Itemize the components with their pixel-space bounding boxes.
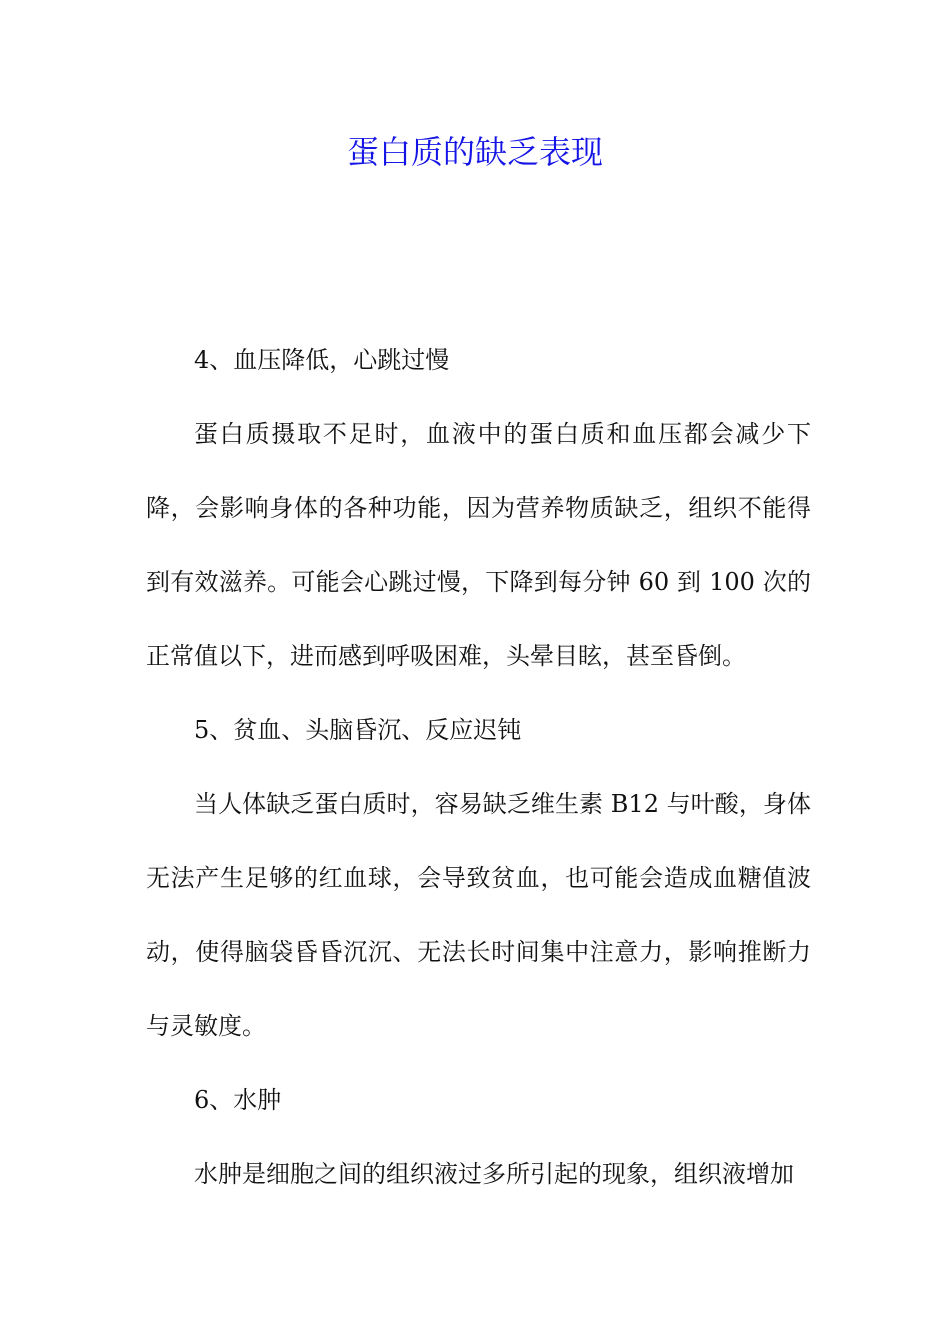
section-heading-4: 4、血压降低，心跳过慢 <box>194 346 450 374</box>
section-heading-5: 5、贫血、头脑昏沉、反应迟钝 <box>194 716 522 744</box>
section-heading-6: 6、水肿 <box>194 1086 282 1114</box>
document-title: 蛋白质的缺乏表现 <box>346 133 603 171</box>
paragraph-blood-pressure: 蛋白质摄取不足时，血液中的蛋白质和血压都会减少下降，会影响身体的各种功能，因为营养物质缺乏，组织不能得到有效滋养。可能会心跳过慢，下降到每分钟 60 到 100 次的正常值以下，进而感到呼吸困难，头晕目眩，甚至昏倒。 <box>146 420 811 670</box>
paragraph-anemia: 当人体缺乏蛋白质时，容易缺乏维生素 B12 与叶酸，身体无法产生足够的红血球，会导致贫血，也可能会造成血糖值波动，使得脑袋昏昏沉沉、无法长时间集中注意力，影响推断力与灵敏度。 <box>146 790 811 1040</box>
paragraph-edema: 水肿是细胞之间的组织液过多所引起的现象，组织液增加 <box>194 1160 794 1188</box>
document-body <box>146 323 811 1211</box>
